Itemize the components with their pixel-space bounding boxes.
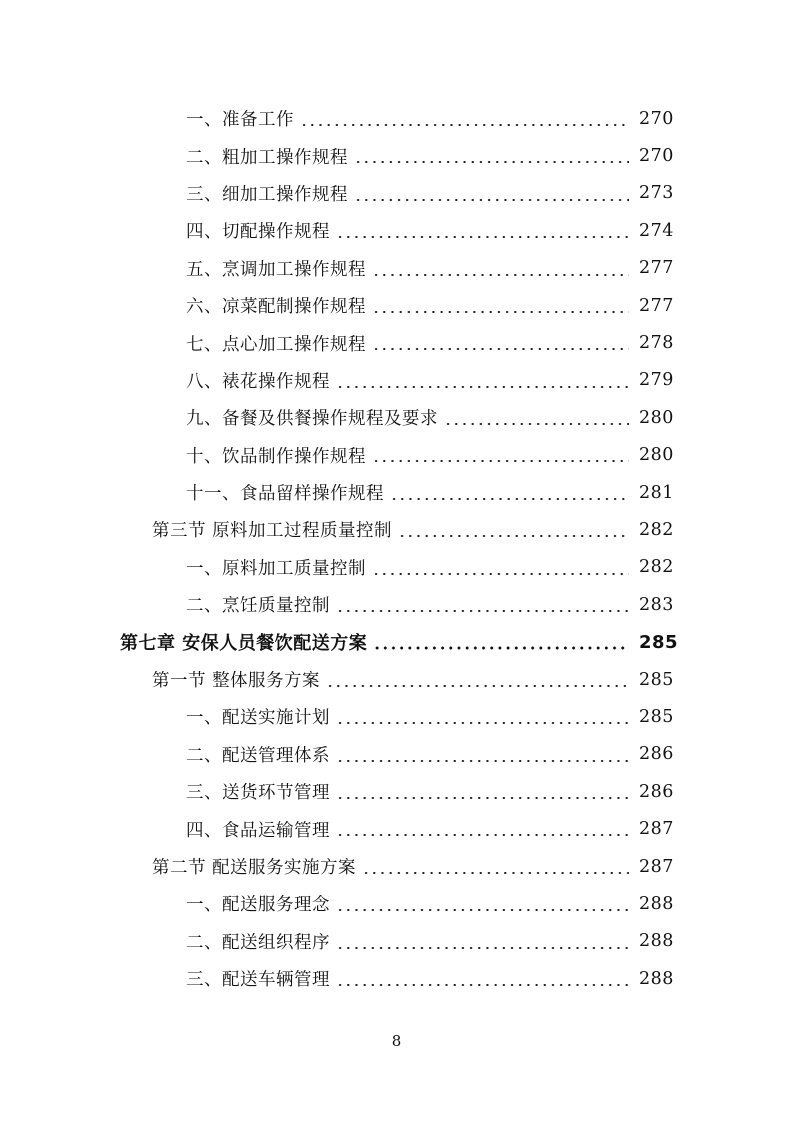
toc-entry[interactable] (0, 212, 793, 249)
toc-entry-page: 288 (639, 931, 674, 952)
toc-entry[interactable] (0, 885, 793, 922)
dot-leader (336, 736, 629, 773)
toc-entry-title: 二、烹饪质量控制 (186, 596, 330, 617)
toc-entry-title: 一、原料加工质量控制 (186, 558, 366, 579)
dot-leader (336, 362, 629, 399)
toc-entry[interactable] (0, 549, 793, 586)
toc-chapter-entry[interactable] (0, 623, 793, 660)
dot-leader (336, 810, 629, 847)
toc-entry-page: 287 (639, 819, 674, 840)
toc-entry-page: 288 (639, 968, 674, 989)
toc-entry-title: 第一节 整体服务方案 (152, 671, 321, 692)
toc-entry-title: 第二节 配送服务实施方案 (152, 858, 357, 878)
dot-leader (390, 474, 629, 511)
dot-leader (326, 661, 629, 698)
toc-entry-page: 277 (639, 295, 674, 316)
dot-leader (336, 773, 629, 810)
toc-entry[interactable] (0, 362, 793, 399)
dot-leader (373, 623, 629, 660)
toc-entry-title: 四、切配操作规程 (186, 222, 330, 243)
toc-entry-page: 288 (639, 893, 674, 914)
toc-entry-title: 一、准备工作 (186, 110, 294, 131)
dot-leader (300, 100, 629, 137)
toc-entry-title: 三、送货环节管理 (186, 783, 330, 804)
toc-entry-title: 十、饮品制作操作规程 (186, 446, 366, 467)
toc-entry-title: 八、裱花操作规程 (186, 371, 330, 392)
dot-leader (444, 399, 629, 436)
toc-entry[interactable] (0, 960, 793, 997)
toc-entry-page: 286 (639, 744, 674, 765)
toc-entry-page: 270 (639, 108, 674, 129)
toc-entry-title: 一、配送服务理念 (186, 895, 330, 916)
dot-leader (398, 511, 629, 548)
toc-entry[interactable] (0, 810, 793, 847)
toc-entry-page: 277 (639, 258, 674, 279)
toc-section-entry[interactable] (0, 848, 793, 885)
toc-entry[interactable] (0, 250, 793, 287)
toc-entry-page: 282 (639, 557, 674, 578)
dot-leader (336, 960, 629, 997)
table-of-contents (0, 100, 793, 997)
toc-entry-page: 274 (639, 220, 674, 241)
toc-entry-page: 281 (639, 482, 674, 503)
toc-section-entry[interactable] (0, 661, 793, 698)
toc-entry[interactable] (0, 586, 793, 623)
toc-entry-page: 285 (639, 669, 674, 690)
toc-entry-page: 283 (639, 594, 674, 615)
dot-leader (372, 549, 629, 586)
toc-entry-title: 三、配送车辆管理 (186, 970, 330, 991)
dot-leader (354, 175, 629, 212)
toc-entry-title: 第七章 安保人员餐饮配送方案 (120, 633, 368, 655)
toc-entry-title: 第三节 原料加工过程质量控制 (152, 521, 393, 542)
toc-entry[interactable] (0, 324, 793, 361)
page-number: 8 (391, 1032, 402, 1050)
toc-entry[interactable] (0, 287, 793, 324)
toc-entry[interactable] (0, 175, 793, 212)
toc-entry[interactable] (0, 100, 793, 137)
toc-entry[interactable] (0, 923, 793, 960)
toc-entry-page: 285 (639, 631, 679, 653)
dot-leader (336, 885, 629, 922)
toc-entry-title: 一、配送实施计划 (186, 708, 330, 729)
toc-entry-page: 278 (639, 333, 674, 354)
toc-entry-page: 287 (639, 856, 674, 877)
toc-entry-page: 270 (639, 146, 674, 167)
toc-entry-title: 九、备餐及供餐操作规程及要求 (186, 409, 438, 430)
dot-leader (336, 586, 629, 623)
toc-entry-title: 三、细加工操作规程 (186, 184, 348, 205)
toc-entry-page: 282 (639, 519, 674, 540)
dot-leader (336, 923, 629, 960)
toc-entry[interactable] (0, 137, 793, 174)
toc-entry[interactable] (0, 736, 793, 773)
toc-entry-title: 二、配送管理体系 (186, 745, 330, 766)
toc-entry-title: 十一、食品留样操作规程 (186, 484, 384, 505)
toc-entry-page: 273 (639, 183, 674, 204)
dot-leader (372, 287, 629, 324)
toc-entry[interactable] (0, 698, 793, 735)
dot-leader (336, 698, 629, 735)
toc-entry-title: 二、配送组织程序 (186, 932, 330, 953)
dot-leader (372, 437, 629, 474)
toc-entry-title: 四、食品运输管理 (186, 820, 330, 841)
toc-entry[interactable] (0, 773, 793, 810)
toc-section-entry[interactable] (0, 511, 793, 548)
toc-entry-page: 285 (639, 706, 674, 727)
dot-leader (336, 212, 629, 249)
dot-leader (362, 848, 629, 885)
dot-leader (372, 250, 629, 287)
toc-entry-page: 280 (639, 445, 674, 466)
toc-entry-page: 286 (639, 781, 674, 802)
toc-entry[interactable] (0, 474, 793, 511)
toc-entry[interactable] (0, 437, 793, 474)
toc-entry-title: 二、粗加工操作规程 (186, 147, 348, 168)
toc-entry-page: 279 (639, 370, 674, 391)
toc-entry-title: 五、烹调加工操作规程 (186, 259, 366, 280)
dot-leader (354, 137, 629, 174)
toc-entry-title: 六、凉菜配制操作规程 (186, 297, 366, 318)
toc-entry[interactable] (0, 399, 793, 436)
toc-entry-title: 七、点心加工操作规程 (186, 334, 366, 355)
dot-leader (372, 324, 629, 361)
toc-entry-page: 280 (639, 407, 674, 428)
